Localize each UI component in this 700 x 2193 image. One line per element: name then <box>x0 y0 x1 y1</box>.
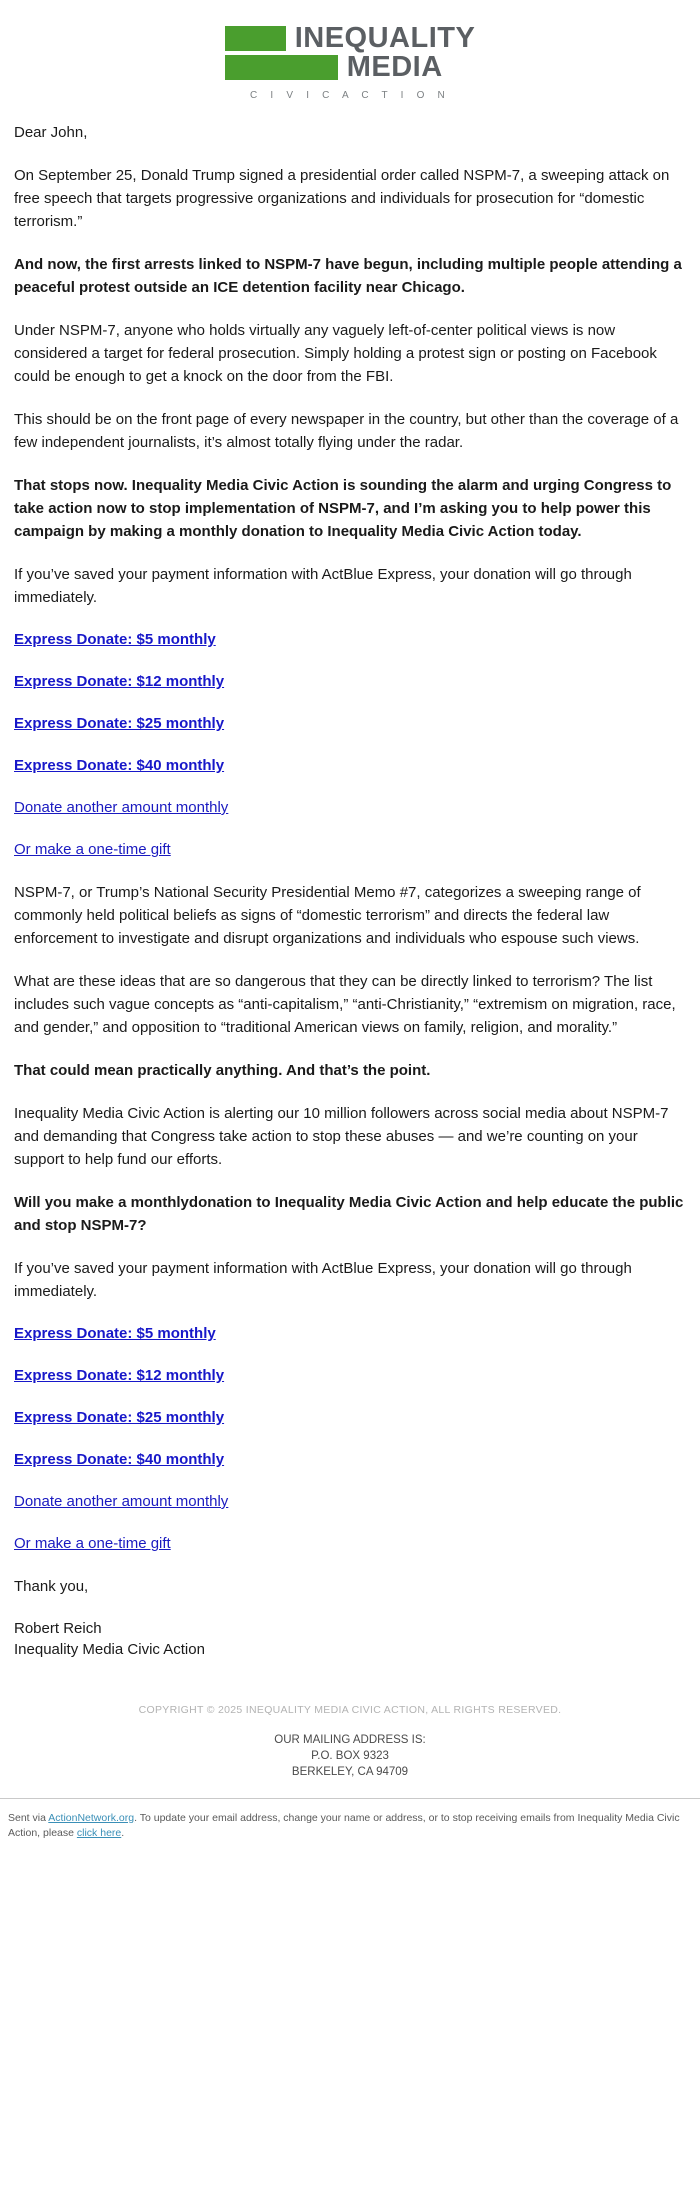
donate-row <box>14 839 686 860</box>
donate-row <box>14 797 686 818</box>
express-donate-12-monthly-link-2[interactable]: Express Donate: $12 monthly <box>14 1367 225 1384</box>
donate-another-amount-monthly-link[interactable]: Donate another amount monthly <box>14 799 229 816</box>
logo-wordmark <box>225 22 476 83</box>
greeting-text: Dear John, <box>14 124 88 141</box>
signature-name: Robert Reich <box>14 1620 102 1637</box>
sent-via-middle: . To update your email address, change your name or address, or to stop receiving emails from Inequality Media Civic Action, please <box>8 1812 680 1839</box>
mailing-address-line-2: BERKELEY, CA 94709 <box>291 1766 409 1778</box>
logo-row-inequality <box>225 22 476 54</box>
paragraph-11-bold-ask: Will you make a monthlydonation to Inequality Media Civic Action and help educate the public and stop NSPM-7? <box>14 1194 684 1234</box>
green-bar-icon <box>225 26 286 51</box>
donate-row <box>14 1365 686 1386</box>
paragraph-3: Under NSPM-7, anyone who holds virtually any vaguely left-of-center political views is now considered a target for federal prosecution. Simply holding a protest sign or posting on Facebook could be enough to get a knock on the door from the FBI. <box>14 322 657 385</box>
sent-via-prefix: Sent via <box>8 1812 49 1824</box>
donation-links-block-2 <box>14 1323 686 1554</box>
thank-you-text: Thank you, <box>14 1578 89 1595</box>
one-time-gift-link[interactable]: Or make a one-time gift <box>14 841 171 858</box>
mailing-address-block <box>14 1732 686 1780</box>
sent-via-notice <box>0 1799 700 1869</box>
donate-another-amount-monthly-link-2[interactable]: Donate another amount monthly <box>14 1493 229 1510</box>
express-donate-40-monthly-link[interactable]: Express Donate: $40 monthly <box>14 757 225 774</box>
donate-row <box>14 1449 686 1470</box>
action-network-link[interactable]: ActionNetwork.org <box>48 1812 135 1824</box>
express-donate-25-monthly-link[interactable]: Express Donate: $25 monthly <box>14 715 225 732</box>
donate-row <box>14 1407 686 1428</box>
green-bar-icon <box>225 55 338 80</box>
donate-row <box>14 671 686 692</box>
paragraph-12-actblue-note: If you’ve saved your payment information with ActBlue Express, your donation will go through immediately. <box>14 1260 632 1300</box>
one-time-gift-link-2[interactable]: Or make a one-time gift <box>14 1535 171 1552</box>
donate-row <box>14 1323 686 1344</box>
express-donate-5-monthly-link[interactable]: Express Donate: $5 monthly <box>14 631 216 648</box>
mailing-address-line-1: P.O. BOX 9323 <box>311 1750 389 1762</box>
paragraph-7: NSPM-7, or Trump’s National Security Presidential Memo #7, categorizes a sweeping range of commonly held political beliefs as signs of “domestic terrorism” and directs the federal law enforcement to investigate and disrupt organizations and individuals who espouse such views. <box>14 884 641 947</box>
donation-links-block-1 <box>14 629 686 860</box>
mailing-address-label: OUR MAILING ADDRESS IS: <box>274 1734 426 1746</box>
logo-word-inequality: INEQUALITY <box>294 22 476 54</box>
paragraph-10: Inequality Media Civic Action is alerting our 10 million followers across social media about NSPM-7 and demanding that Congress take action to stop these abuses — and we’re counting on your support to help fund our efforts. <box>14 1105 669 1168</box>
sent-via-suffix: . <box>121 1827 125 1839</box>
unsubscribe-click-here-link[interactable]: click here <box>76 1827 122 1839</box>
paragraph-8: What are these ideas that are so dangerous that they can be directly linked to terrorism? The list includes such vague concepts as “anti-capitalism,” “anti-Christianity,” “extremism on migration, race, and gender,” and opposition to “traditional American views on family, religion, and morality.” <box>14 973 676 1036</box>
paragraph-5-bold: That stops now. Inequality Media Civic Action is sounding the alarm and urging Congress to take action now to stop implementation of NSPM-7, and I’m asking you to help power this campaign by making a monthly donation to Inequality Media Civic Action today. <box>14 477 672 540</box>
email-footer <box>0 1704 700 1780</box>
paragraph-4: This should be on the front page of every newspaper in the country, but other than the coverage of a few independent journalists, it’s almost totally flying under the radar. <box>14 411 679 451</box>
donate-row <box>14 713 686 734</box>
express-donate-12-monthly-link[interactable]: Express Donate: $12 monthly <box>14 673 225 690</box>
paragraph-6-actblue-note: If you’ve saved your payment information with ActBlue Express, your donation will go through immediately. <box>14 566 632 606</box>
express-donate-5-monthly-link-2[interactable]: Express Donate: $5 monthly <box>14 1325 216 1342</box>
copyright-text: COPYRIGHT © 2025 INEQUALITY MEDIA CIVIC ACTION, ALL RIGHTS RESERVED. <box>138 1704 562 1716</box>
signature-block <box>14 1575 686 1660</box>
email-content <box>0 111 700 1660</box>
inequality-media-logo[interactable] <box>225 22 476 101</box>
logo-row-media <box>225 51 476 83</box>
donate-row <box>14 1491 686 1512</box>
donate-row <box>14 629 686 650</box>
paragraph-9-bold: That could mean practically anything. And that’s the point. <box>14 1062 431 1079</box>
donate-row <box>14 1533 686 1554</box>
logo-word-media: MEDIA <box>346 51 443 83</box>
donate-row <box>14 755 686 776</box>
paragraph-2-bold: And now, the first arrests linked to NSPM-7 have begun, including multiple people attending a peaceful protest outside an ICE detention facility near Chicago. <box>14 256 682 296</box>
signature-organization: Inequality Media Civic Action <box>14 1641 205 1658</box>
email-header <box>0 0 700 111</box>
express-donate-25-monthly-link-2[interactable]: Express Donate: $25 monthly <box>14 1409 225 1426</box>
paragraph-1: On September 25, Donald Trump signed a presidential order called NSPM-7, a sweeping attack on free speech that targets progressive organizations and individuals for prosecution for “domestic terrorism.” <box>14 167 670 230</box>
logo-tagline: C I V I C A C T I O N <box>250 90 450 101</box>
express-donate-40-monthly-link-2[interactable]: Express Donate: $40 monthly <box>14 1451 225 1468</box>
signature-lines <box>14 1618 686 1660</box>
